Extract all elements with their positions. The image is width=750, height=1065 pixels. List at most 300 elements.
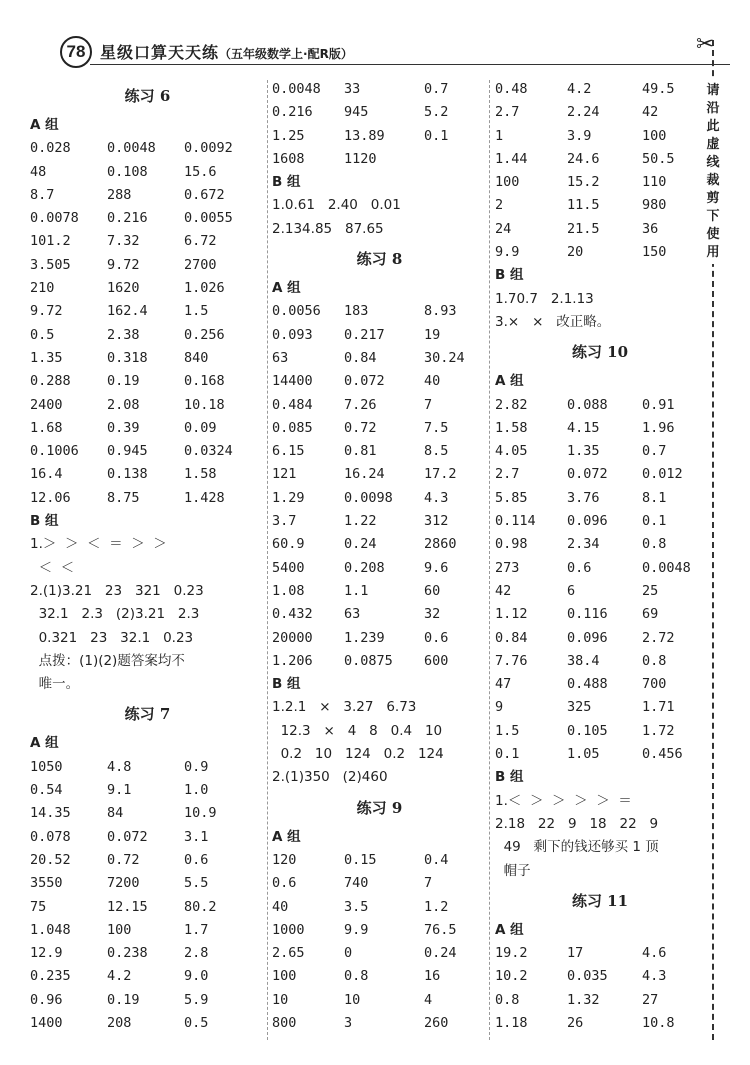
answer-row [495,989,705,1012]
answer-cell: 0.8 [642,652,667,669]
answer-cell: 0.7 [642,443,667,460]
answer-cell: 2.72 [642,629,675,646]
answer-cell: 0.108 [107,163,148,180]
answer-cell: 100 [272,968,297,985]
answer-cell: 101.2 [30,233,71,250]
answer-cell: 50.5 [642,150,675,167]
answer-cell: 1.35 [567,443,600,460]
answer-cell: 1620 [107,280,140,297]
answer-row [30,370,265,393]
answer-cell: 6.72 [184,233,217,250]
answer-row [495,218,705,241]
answer-cell: 945 [344,104,369,121]
answer-cell: 1000 [272,921,305,938]
answer-row [272,487,487,510]
answer-cell: 5.2 [424,104,449,121]
answer-cell: 1.35 [30,349,63,366]
answer-line: 32.1 2.3 (2)3.21 2.3 [30,606,200,623]
answer-column-1 [30,78,265,1035]
answer-row [495,125,705,148]
answer-row [495,627,705,650]
answer-cell: 0.91 [642,396,675,413]
answer-cell: 740 [344,875,369,892]
answer-cell: 0.116 [567,606,608,623]
answer-cell: 0.09 [184,419,217,436]
answer-cell: 1.08 [272,582,305,599]
answer-cell: 76.5 [424,921,457,938]
cut-instruction [703,80,723,264]
answer-cell: 8.5 [424,443,449,460]
answer-cell: 0.168 [184,373,225,390]
answer-cell: 0.0098 [344,489,393,506]
answer-row [272,557,487,580]
answer-row [495,148,705,171]
answer-cell: 7.5 [424,419,449,436]
answer-cell: 2700 [184,256,217,273]
answer-cell: 0.672 [184,186,225,203]
answer-cell: 12.15 [107,898,148,915]
answer-cell: 1.29 [272,489,305,506]
exercise-title: 练习 7 [124,705,171,724]
answer-cell: 2.24 [567,104,600,121]
answer-cell: 1.96 [642,419,675,436]
answer-cell: 60.9 [272,536,305,553]
answer-cell: 2.82 [495,396,528,413]
exercise-title: 练习 10 [571,343,629,362]
answer-cell: 0.1006 [30,443,79,460]
answer-cell: 3.76 [567,489,600,506]
answer-cell: 8.93 [424,303,457,320]
answer-cell: 110 [642,174,667,191]
answer-row [272,650,487,673]
answer-column-2 [272,78,487,1035]
answer-cell: 5.9 [184,991,209,1008]
answer-cell: 0.114 [495,513,536,530]
answer-row [495,696,705,719]
answer-cell: 0.54 [30,782,63,799]
answer-cell: 0.0078 [30,210,79,227]
answer-cell: 1.239 [344,629,385,646]
answer-line: 49 剩下的钱还够买 1 顶 [495,839,659,856]
answer-row [272,370,487,393]
answer-cell: 1.25 [272,127,305,144]
answer-cell: 312 [424,513,449,530]
answer-cell: 13.89 [344,127,385,144]
answer-cell: 4.15 [567,419,600,436]
answer-cell: 9.6 [424,559,449,576]
answer-cell: 16.24 [344,466,385,483]
answer-cell: 0.98 [495,536,528,553]
answer-cell: 208 [107,1014,132,1031]
answer-row [272,78,487,101]
answer-cell: 0.235 [30,968,71,985]
answer-cell: 63 [344,606,361,623]
answer-cell: 4.2 [567,81,592,97]
answer-cell: 6.15 [272,443,305,460]
answer-cell: 0.39 [107,419,140,436]
answer-row [30,849,265,872]
answer-cell: 0.088 [567,396,608,413]
answer-cell: 260 [424,1014,449,1031]
answer-cell: 0.1 [495,746,520,763]
answer-row [272,965,487,988]
answer-cell: 0.8 [495,991,520,1008]
answer-row [272,603,487,626]
scissors-icon: ✂ [696,32,715,57]
answer-row [30,394,265,417]
answer-row [495,580,705,603]
group-heading: A 组 [272,280,301,297]
answer-cell: 30.24 [424,349,465,366]
answer-cell: 11.5 [567,197,600,214]
answer-cell: 10 [344,991,361,1008]
answer-row [30,277,265,300]
answer-cell: 10.18 [184,396,225,413]
answer-line: 点拨：(1)(2)题答案均不 [30,652,185,669]
answer-cell: 700 [642,676,667,693]
answer-row [30,440,265,463]
answer-row [272,417,487,440]
answer-row [30,300,265,323]
answer-row [30,254,265,277]
answer-cell: 0.5 [30,326,55,343]
answer-cell: 40 [424,373,441,390]
answer-cell: 0.012 [642,466,683,483]
answer-row [30,802,265,825]
answer-line: 1.2.1 × 3.27 6.73 [272,699,417,716]
answer-cell: 16 [424,968,441,985]
answer-cell: 1.1 [344,582,369,599]
answer-cell: 0.7 [424,81,449,97]
answer-cell: 0.0092 [184,140,233,157]
answer-line: 2.(1)3.21 23 321 0.23 [30,582,204,599]
answer-cell: 0.24 [344,536,377,553]
answer-row [272,347,487,370]
answer-cell: 1.7 [184,921,209,938]
answer-row [272,324,487,347]
answer-cell: 1.32 [567,991,600,1008]
answer-cell: 0.72 [107,851,140,868]
answer-row [495,942,705,965]
answer-cell: 1.5 [184,303,209,320]
answer-line: ＜ ＜ [30,559,75,576]
answer-cell: 9.1 [107,782,132,799]
answer-row [30,347,265,370]
answer-row [272,533,487,556]
answer-row [495,241,705,264]
answer-cell: 4.6 [642,945,667,962]
answer-row [30,826,265,849]
answer-row [495,487,705,510]
answer-cell: 15.2 [567,174,600,191]
answer-cell: 3550 [30,875,63,892]
answer-cell: 0.432 [272,606,313,623]
answer-cell: 0.072 [567,466,608,483]
answer-cell: 1 [495,127,504,144]
answer-row [495,78,705,101]
answer-row [495,1012,705,1035]
answer-cell: 6 [567,582,576,599]
answer-line: 3.× × 改正略。 [495,313,611,330]
answer-line: 唯一。 [30,676,80,693]
group-heading: A 组 [495,921,524,938]
answer-cell: 9.9 [344,921,369,938]
answer-cell: 60 [424,582,441,599]
answer-cell: 0.208 [344,559,385,576]
answer-cell: 2 [495,197,504,214]
answer-cell: 0.217 [344,326,385,343]
answer-row [30,942,265,965]
answer-cell: 2.7 [495,466,520,483]
answer-cell: 80.2 [184,898,217,915]
answer-cell: 600 [424,652,449,669]
answer-cell: 288 [107,186,132,203]
answer-line: 0.321 23 32.1 0.23 [30,629,194,646]
answer-row [272,440,487,463]
book-title-text: 星级口算天天练 [100,43,220,62]
answer-cell: 2.38 [107,326,140,343]
answer-cell: 0.028 [30,140,71,157]
answer-row [495,417,705,440]
answer-row [30,872,265,895]
answer-cell: 0.6 [184,851,209,868]
answer-cell: 0.096 [567,513,608,530]
answer-row [495,194,705,217]
answer-cell: 8.1 [642,489,667,506]
answer-cell: 9.9 [495,244,520,261]
answer-row [495,720,705,743]
answer-cell: 0.488 [567,676,608,693]
answer-cell: 0.8 [642,536,667,553]
answer-cell: 0.96 [30,991,63,1008]
group-heading: B 组 [495,267,524,284]
answer-cell: 4.8 [107,758,132,775]
answer-cell: 20.52 [30,851,71,868]
answer-cell: 100 [107,921,132,938]
answer-cell: 0.0324 [184,443,233,460]
answer-cell: 15.6 [184,163,217,180]
answer-row [495,673,705,696]
answer-cell: 0.15 [344,851,377,868]
answer-cell: 20000 [272,629,313,646]
column-divider [489,80,490,1040]
answer-cell: 0.096 [567,629,608,646]
header-rule [90,64,730,65]
answer-cell: 19.2 [495,945,528,962]
answer-row [272,463,487,486]
answer-cell: 0.105 [567,722,608,739]
group-heading: B 组 [495,769,524,786]
answer-cell: 0.5 [184,1014,209,1031]
answer-row [272,101,487,124]
answer-row [30,207,265,230]
answer-cell: 0 [344,945,353,962]
answer-cell: 0.0048 [107,140,156,157]
answer-cell: 2.08 [107,396,140,413]
answer-cell: 21.5 [567,220,600,237]
answer-row [272,125,487,148]
exercise-title: 练习 8 [356,250,403,269]
answer-cell: 0.72 [344,419,377,436]
book-title [100,40,353,63]
column-divider [267,80,268,1040]
group-heading: A 组 [30,735,59,752]
answer-cell: 33 [344,81,361,97]
answer-row [272,989,487,1012]
answer-row [495,965,705,988]
answer-line: 2.134.85 87.65 [272,220,384,237]
answer-cell: 0.0048 [272,81,321,97]
answer-cell: 0.093 [272,326,313,343]
answer-cell: 273 [495,559,520,576]
answer-row [30,463,265,486]
answer-cell: 7.32 [107,233,140,250]
answer-cell: 1.68 [30,419,63,436]
answer-cell: 2.7 [495,104,520,121]
answer-cell: 24.6 [567,150,600,167]
answer-row [30,161,265,184]
answer-cell: 1.18 [495,1014,528,1031]
answer-cell: 0.0875 [344,652,393,669]
answer-cell: 0.0048 [642,559,691,576]
answer-cell: 150 [642,244,667,261]
answer-cell: 1.72 [642,722,675,739]
answer-cell: 4.2 [107,968,132,985]
answer-row [272,580,487,603]
answer-cell: 5.85 [495,489,528,506]
answer-cell: 26 [567,1014,584,1031]
answer-cell: 800 [272,1014,297,1031]
exercise-title: 练习 11 [571,891,629,910]
answer-cell: 49.5 [642,81,675,97]
answer-cell: 1.2 [424,898,449,915]
answer-cell: 9.72 [30,303,63,320]
answer-cell: 84 [107,805,124,822]
answer-row [495,510,705,533]
answer-row [272,627,487,650]
answer-row [272,148,487,171]
answer-cell: 0.456 [642,746,683,763]
group-heading: B 组 [272,174,301,191]
answer-cell: 9.72 [107,256,140,273]
answer-row [495,101,705,124]
answer-cell: 0.9 [184,758,209,775]
answer-cell: 210 [30,280,55,297]
answer-cell: 48 [30,163,47,180]
answer-cell: 0.1 [642,513,667,530]
answer-cell: 7.76 [495,652,528,669]
answer-cell: 3.5 [344,898,369,915]
answer-cell: 9 [495,699,504,716]
answer-cell: 0.288 [30,373,71,390]
answer-cell: 0.84 [495,629,528,646]
answer-cell: 0.4 [424,851,449,868]
answer-cell: 0.81 [344,443,377,460]
answer-cell: 75 [30,898,47,915]
answer-cell: 19 [424,326,441,343]
answer-cell: 1400 [30,1014,63,1031]
answer-row [495,463,705,486]
answer-cell: 40 [272,898,289,915]
answer-cell: 325 [567,699,592,716]
answer-row [495,394,705,417]
answer-cell: 42 [642,104,659,121]
answer-cell: 4.3 [424,489,449,506]
answer-row [495,603,705,626]
answer-cell: 8.75 [107,489,140,506]
answer-cell: 5400 [272,559,305,576]
answer-cell: 0.84 [344,349,377,366]
answer-row [272,942,487,965]
answer-cell: 3.9 [567,127,592,144]
answer-cell: 1.5 [495,722,520,739]
answer-cell: 4.3 [642,968,667,985]
answer-cell: 10 [272,991,289,1008]
answer-cell: 0.484 [272,396,313,413]
answer-column-3 [495,78,705,1035]
answer-cell: 7 [424,396,433,413]
group-heading: B 组 [30,513,59,530]
answer-cell: 69 [642,606,659,623]
answer-cell: 12.9 [30,945,63,962]
answer-cell: 1.0 [184,782,209,799]
book-subtitle: （五年级数学上·配R版） [219,47,353,61]
answer-row [30,487,265,510]
answer-cell: 8.7 [30,186,55,203]
answer-cell: 0.238 [107,945,148,962]
answer-line: 1.70.7 2.1.13 [495,290,594,307]
answer-cell: 42 [495,582,512,599]
answer-line: 2.(1)350 (2)460 [272,769,388,786]
answer-cell: 7200 [107,875,140,892]
page-number: 78 [60,36,92,68]
answer-cell: 120 [272,851,297,868]
answer-row [272,394,487,417]
answer-row [30,919,265,942]
answer-cell: 0.078 [30,828,71,845]
answer-cell: 3.505 [30,256,71,273]
answer-cell: 63 [272,349,289,366]
answer-row [272,300,487,323]
answer-line: 帽子 [495,862,531,879]
answer-row [495,440,705,463]
answer-cell: 0.256 [184,326,225,343]
answer-cell: 0.48 [495,81,528,97]
answer-cell: 162.4 [107,303,148,320]
answer-cell: 0.072 [344,373,385,390]
answer-cell: 2.34 [567,536,600,553]
group-heading: A 组 [495,373,524,390]
answer-cell: 0.945 [107,443,148,460]
answer-cell: 1.05 [567,746,600,763]
answer-cell: 4 [424,991,433,1008]
answer-cell: 20 [567,244,584,261]
answer-cell: 9.0 [184,968,209,985]
answer-cell: 0.1 [424,127,449,144]
answer-cell: 1.58 [184,466,217,483]
answer-cell: 27 [642,991,659,1008]
answer-line: 1.0.61 2.40 0.01 [272,197,401,214]
answer-cell: 0.216 [272,104,313,121]
answer-cell: 14.35 [30,805,71,822]
answer-row [495,650,705,673]
answer-cell: 3 [344,1014,353,1031]
answer-cell: 36 [642,220,659,237]
answer-cell: 10.9 [184,805,217,822]
answer-cell: 100 [495,174,520,191]
answer-line: 12.3 × 4 8 0.4 10 [272,722,443,739]
cut-instruction-text: 请沿此虚线裁剪下使用 [706,83,720,260]
